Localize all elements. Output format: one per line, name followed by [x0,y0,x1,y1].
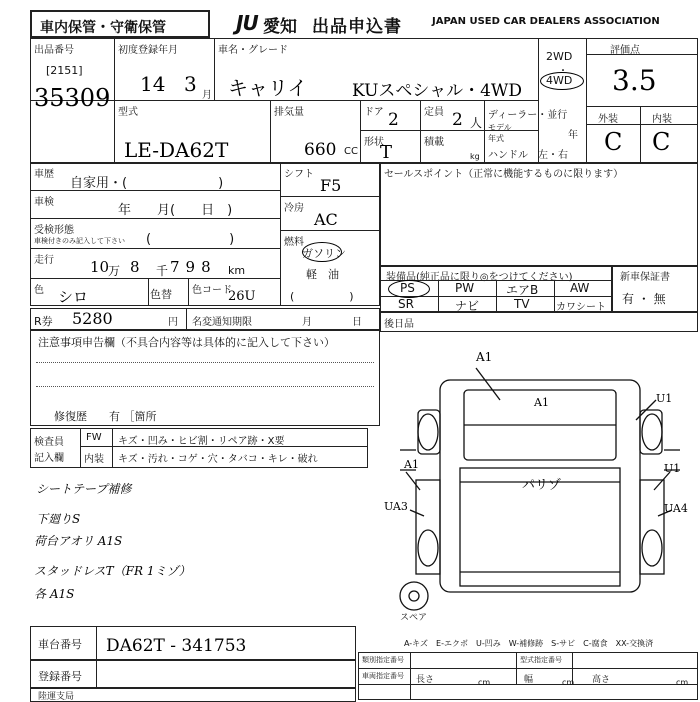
recycle-label: R券 [34,315,53,328]
inspection-type-label: 受検形態 [34,225,74,236]
score-label: 評価点 [610,45,640,56]
length-unit: cm [478,678,491,687]
equip-leather: カワシート [556,302,606,313]
equip-pw: PW [455,281,475,295]
capacity-label: 定員 [424,107,444,118]
load-unit: kg [470,152,480,161]
car-name: キャリイ [228,76,308,100]
storage-badge-text: 車内保管・守衛保管 [40,20,166,36]
color-value: シロ [58,288,89,306]
special-number-label: 車両指定番号 [362,672,404,680]
color-code-label: 色コード [192,285,232,296]
equip-sr: SR [398,297,414,311]
color-change-label: 色替 [150,288,172,301]
mileage-man-unit: 万 [108,264,121,278]
handle-label: ハンドル 左・右 [488,150,568,161]
exterior-label: 外装 [598,114,618,125]
model-label: 型式 [118,107,138,118]
score-value: 3.5 [612,64,657,97]
inspection-type-paren: ( ) [146,232,235,247]
damage-legend: A-キズ E-エクボ U-凹み W-補修跡 S-サビ C-腐食 XX-交換済 [404,639,654,648]
height-label: 高さ [592,675,611,685]
chassis-label: 車台番号 [38,638,82,651]
fuel-paren: ( ) [290,290,354,303]
load-label: 積載 [424,137,444,148]
comment-line: 荷台アオリ A1S [34,534,123,548]
length-label: 長さ [416,675,435,685]
mileage-rest: 798 [170,258,217,276]
interior-grade: C [652,128,671,156]
fw-label: FW [86,432,102,443]
sales-point-label: セールスポイント（正常に機能するものに限ります） [384,169,624,180]
english-name: JAPAN USED CAR DEALERS ASSOCIATION [432,16,660,27]
inspection-type-note: 車検付きのみ記入して下さい [34,237,125,245]
shape-value: T [380,142,393,163]
comment-line: 各 A1S [34,587,75,601]
damage-mark: UA4 [664,502,688,515]
shaken-value: 年 月( 日 ) [118,203,233,218]
model-value: LE-DA62T [124,138,229,162]
car-history-value: 自家用・( ) [70,176,224,191]
shape-label: 形状 [364,137,384,148]
recycle-unit: 円 [168,317,178,328]
equip-navi: ナビ [455,299,480,313]
displacement-value: 660 [304,140,337,160]
fw-options: キズ・凹み・ヒビ割・リペア跡・X要 [118,436,285,447]
interior-check-label: 内装 [84,454,104,465]
height-unit: cm [676,678,689,687]
shift-value: F5 [320,176,342,195]
car-name-label: 車名・グレード [218,45,288,56]
name-change-month: 月 [302,317,312,328]
inspector-label: 検査員 [34,437,64,448]
model-number-label: 型式指定番号 [520,656,562,664]
capacity-unit: 人 [470,116,483,130]
equip-aw: AW [570,281,590,295]
color-code-value: 26U [228,289,256,304]
comment-line: シートテープ補修 [36,482,132,496]
damage-mark: U1 [656,392,673,405]
damage-mark: UA3 [384,500,408,513]
lot-number: 35309 [34,84,111,112]
aircon-label: 冷房 [284,203,304,214]
warranty-options: 有 ・ 無 [622,292,666,306]
notes-label: 注意事項申告欄（不具合内容等は具体的に記入して下さい） [38,336,335,349]
lot-small-number: [2151] [46,64,83,77]
damage-mark: パリゾ [522,478,562,493]
color-label: 色 [34,285,44,296]
year-unit: 年 [568,130,578,141]
shift-label: シフト [284,169,314,180]
damage-mark: A1 [404,458,419,471]
car-grade: KUスペシャル・4WD [352,81,523,101]
comment-line: スタッドレスT（FR 1ミゾ） [34,564,191,578]
rear-items-box [380,312,698,332]
aircon-value: AC [314,210,338,229]
equip-ps: PS [400,281,415,295]
form-title: 出品申込書 [312,17,402,37]
dealer-label: ディーラー・並行 [488,110,568,121]
interior-label: 内装 [652,114,672,125]
rear-items-label: 後日品 [384,319,414,330]
mileage-unit: km [228,264,246,277]
recycle-value: 5280 [72,309,113,328]
storage-badge [30,10,210,38]
doors-label: ドア [364,107,384,118]
width-label: 幅 [524,675,534,685]
comments-area [30,470,368,620]
warranty-label: 新車保証書 [620,272,670,283]
reg-date-label: 初度登録年月 [118,45,178,56]
drive-dot: ・ [558,66,568,77]
drive-4wd: 4WD [546,74,573,87]
width-unit: cm [562,678,575,687]
fuel-diesel: 軽 油 [306,268,339,281]
doors-value: 2 [388,110,399,130]
mileage-sen-unit: 千 [156,264,169,278]
shaken-label: 車検 [34,197,54,208]
reg-month: 3 [184,72,197,96]
mileage-man: 10 [90,258,110,276]
damage-mark: A1 [534,396,549,409]
association-name: 愛知 [263,17,297,37]
chassis-number: DA62T - 341753 [106,636,247,656]
fuel-gasoline: ガソリン [302,247,346,260]
capacity-value: 2 [452,110,463,130]
equipment-label: 装備品(純正品に限り◎をつけてください) [386,272,573,283]
exterior-grade: C [604,128,623,156]
car-history-label: 車歴 [34,169,54,180]
registration-label: 登録番号 [38,670,82,683]
displacement-label: 排気量 [274,107,304,118]
equip-tv: TV [514,297,530,311]
fuel-label: 燃料 [284,237,304,248]
reg-month-unit: 月 [202,90,212,101]
repair-history-label: 修復歴 有 ［箇所 [54,410,157,423]
model-year-label: モデル 年式 [488,123,512,143]
displacement-unit: CC [344,146,358,157]
drive-2wd: 2WD [546,50,573,63]
spec-number-label: 類別指定番号 [362,656,404,664]
mileage-label: 走行 [34,255,54,266]
name-change-day: 日 [352,317,362,328]
spare-label: スペア [400,613,428,623]
reg-year: 14 [140,72,166,96]
mileage-sen: 8 [130,258,140,276]
transport-label: 陸運支局 [38,692,75,702]
interior-options: キズ・汚れ・コゲ・穴・タバコ・キレ・破れ [118,454,318,465]
entry-label: 記入欄 [34,453,64,464]
damage-mark: U1 [664,462,681,475]
equip-airbag: エアB [506,283,539,297]
comment-line: 下廻りS [36,512,81,526]
name-change-label: 名変通知期限 [192,317,252,328]
ju-logo: JU [236,11,258,35]
damage-mark: A1 [476,350,493,364]
lot-label: 出品番号 [34,45,74,56]
